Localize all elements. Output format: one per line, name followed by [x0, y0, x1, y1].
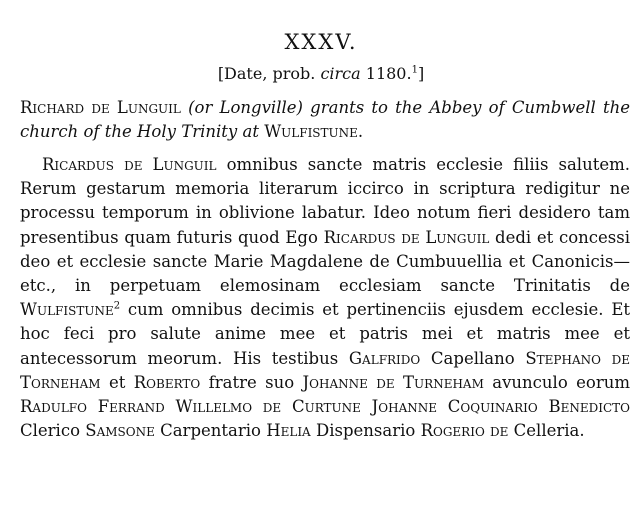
- charter-text-5: et: [100, 372, 134, 392]
- witness-stephano: Stephano de Torneham: [20, 348, 630, 392]
- charter-date: [0, 64, 642, 83]
- name-ricardus-2: Ricardus de Lunguil: [323, 227, 490, 247]
- charter-text-11: Celleria.: [508, 421, 585, 441]
- charter-summary: [20, 96, 630, 144]
- witness-helia: Helia: [266, 421, 311, 441]
- charter-text-1: omnibus sancte matris ecclesie filiis salutem. Rerum gestarum memoria literarum iccirco in scriptura redigitur ne processu temporum in oblivione labatur. Ideo notum fieri desidero tam presentibus quam futuris quod Ego: [20, 155, 630, 247]
- charter-text-9: Carpentario: [154, 421, 267, 441]
- charter-text-8: Clerico: [20, 421, 86, 441]
- summary-end: .: [357, 122, 364, 141]
- name-ricardus-1: Ricardus de Lunguil: [42, 155, 217, 174]
- witness-samsone: Samsone: [85, 421, 155, 441]
- charter-number: XXXV.: [284, 30, 358, 54]
- charter-text: [20, 153, 630, 443]
- witness-roberto: Roberto: [133, 372, 201, 392]
- footnote-mark-2: 2: [113, 300, 121, 312]
- charter-text-3: cum omnibus decimis et pertinenciis ejusdem ecclesie. Et hoc feci pro salute anime mee et patris mei et matris mee et antecessorum meorum. His testibus: [20, 300, 630, 368]
- date-circa: circa: [320, 64, 361, 83]
- charter-text-4: Capellano: [420, 348, 526, 368]
- witness-johanne: Johanne de Turneham: [302, 372, 484, 392]
- witness-rogerio: Rogerio de: [420, 421, 509, 441]
- summary-text: (or Longville) grants to the Abbey of Cumbwell the church of the Holy Trinity at: [20, 98, 631, 141]
- place-wulfistune: Wulfistune: [20, 300, 114, 320]
- date-prefix: [Date, prob.: [217, 64, 321, 83]
- charter-text-6: fratre suo: [200, 372, 303, 392]
- charter-text-2: dedi et concessi deo et ecclesie sancte Marie Magdalene de Cumbuuellia et Canonicis—etc., in perpetuam elemosinam ecclesiam sancte Trinitatis de: [20, 227, 630, 296]
- charter-text-7: avunculo eorum: [483, 372, 630, 392]
- witness-group: Radulfo Ferrand Willelmo de Curtune Johanne Coquinario Benedicto: [20, 397, 630, 417]
- date-suffix: ]: [417, 64, 425, 83]
- summary-place: Wulfistune: [264, 122, 358, 141]
- summary-grantor: Richard de Lunguil: [20, 98, 181, 117]
- date-year: 1180.: [360, 64, 412, 83]
- witness-galfrido: Galfrido: [348, 348, 421, 368]
- charter-text-10: Dispensario: [310, 421, 421, 441]
- footnote-mark-1: 1: [411, 64, 418, 76]
